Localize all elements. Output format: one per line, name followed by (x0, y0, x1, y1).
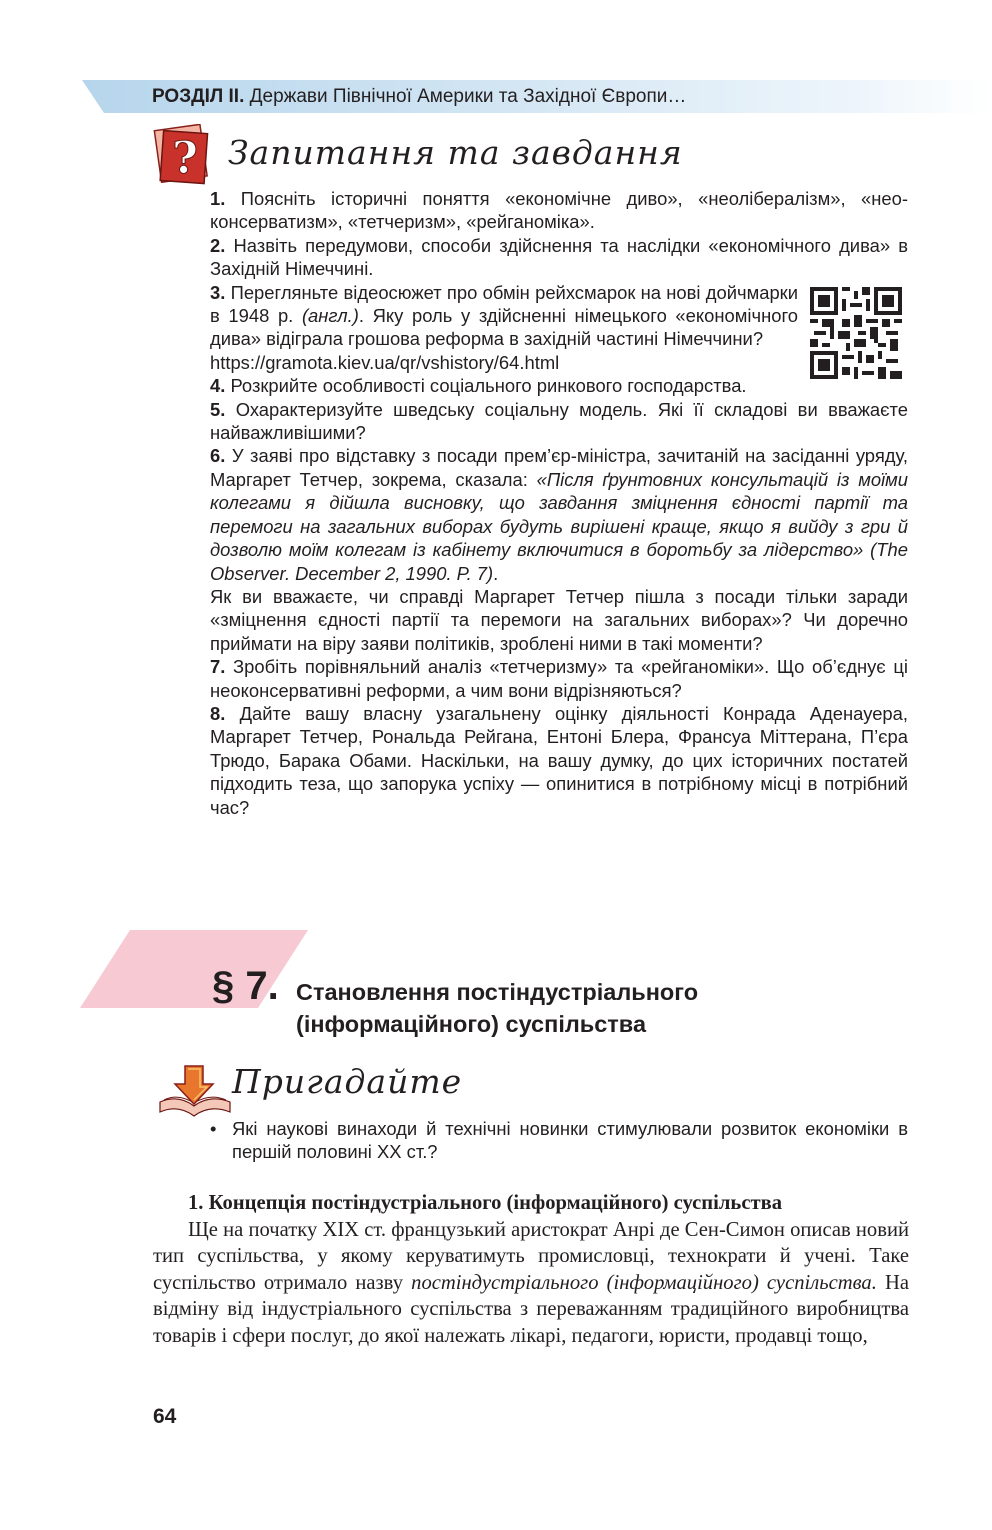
question-6-continued: Як ви вважаєте, чи справді Маргарет Тетчер пішла з посади тільки заради «зміцнення єдності партії та перемоги на загальних виборах»? Чи доречно приймати на віру заяви політиків, зроблені ними в такі моменти? (210, 585, 908, 654)
list-item: • Які наукові винаходи й технічні новинки стимулювали розвиток економіки в першій половині XX ст.? (210, 1118, 908, 1163)
svg-text:?: ? (172, 133, 198, 184)
question-6: 6. У заяві про відставку з посади прем’єр-міністра, зачитаній на засіданні уряду, Маргарет Тетчер, зокрема, сказала: «Після ґрунтовних консультацій із моїми колегами я дійшла висновку, що завдання зміцнення єдності партії та перемоги на загальних виборах будуть вирішені краще, якщо я вийду з гри й дозволю моїм колегам із кабінету включитися в боротьбу за лідерство» (The Observer. December 2, 1990. P. 7). (210, 445, 908, 584)
paragraph-title: Становлення постіндустріального (інформаційного) суспільства (296, 979, 699, 1037)
qr-code-icon[interactable] (810, 287, 902, 379)
section-1-paragraph: Ще на початку XIX ст. французький аристократ Анрі де Сен-Симон описав новий тип суспільства, у якому керуватимуть промисловці, технократи й учені. Таке суспільство отримало назву постіндустріального (інформаційного) суспільства. На відміну від індустріального суспільства з переважанням традиційного виробництва товарів і сфери послуг, до якої належать лікарі, педагоги, юристи, продавці тощо, (153, 1218, 909, 1347)
remember-title: Пригадайте (232, 1062, 463, 1101)
question-7: 7. Зробіть порівняльний аналіз «тетчеризму» та «рейганоміки». Що об’єднує ці неоконсервативні реформи, а чим вони відрізняються? (210, 656, 908, 701)
section-label: РОЗДІЛ II. (152, 86, 245, 107)
questions-list (210, 187, 908, 819)
bullet: • (210, 1118, 217, 1139)
questions-title: Запитання та завдання (228, 133, 683, 172)
question-8: 8. Дайте вашу власну узагальнену оцінку діяльності Конрада Аденауера, Маргарет Тетчер, Рональда Рейгана, Ентоні Блера, Франсуа Міттерана, П’єра Трюдо, Барака Обами. Наскільки, на вашу думку, до цих історичних постатей підходить теза, що запорука успіху — опинитися в потрібному місці в потрібний час? (210, 702, 908, 818)
remember-list (208, 1117, 908, 1164)
down-arrow-book-icon (156, 1062, 234, 1120)
question-3: 3. Перегляньте відеосюжет про обмін рейхсмарок на нові дойчмарки в 1948 р. (англ.). Яку роль у здійсненні німецького «економічного дива» відіграла грошова реформа в західній частині Німеччини? (210, 281, 798, 350)
section-1-heading: 1. Концепція постіндустріального (інформаційного) суспільства (188, 1192, 782, 1214)
question-4: 4. Розкрийте особливості соціального ринкового господарства. (210, 375, 747, 397)
question-1: 1. Поясніть історичні поняття «економічне диво», «неолібералізм», «неоконсерватизм», «тетчеризм», «рейганоміка». (210, 188, 908, 233)
question-2: 2. Назвіть передумови, способи здійснення та наслідки «економічного дива» в Західній Німеччині. (210, 234, 908, 280)
page-number: 64 (153, 1405, 177, 1428)
question-mark-icon (152, 124, 214, 186)
paragraph-number: § 7. (212, 964, 279, 1008)
section-1 (153, 1190, 909, 1349)
question-5: 5. Охарактеризуйте шведську соціальну модель. Які її складові ви вважаєте найважливішими? (210, 398, 908, 444)
running-header (152, 85, 686, 109)
question-3-url[interactable]: https://gramota.kiev.ua/qr/vshistory/64.html (210, 351, 560, 373)
section-title: Держави Північної Америки та Західної Європи… (249, 86, 687, 107)
